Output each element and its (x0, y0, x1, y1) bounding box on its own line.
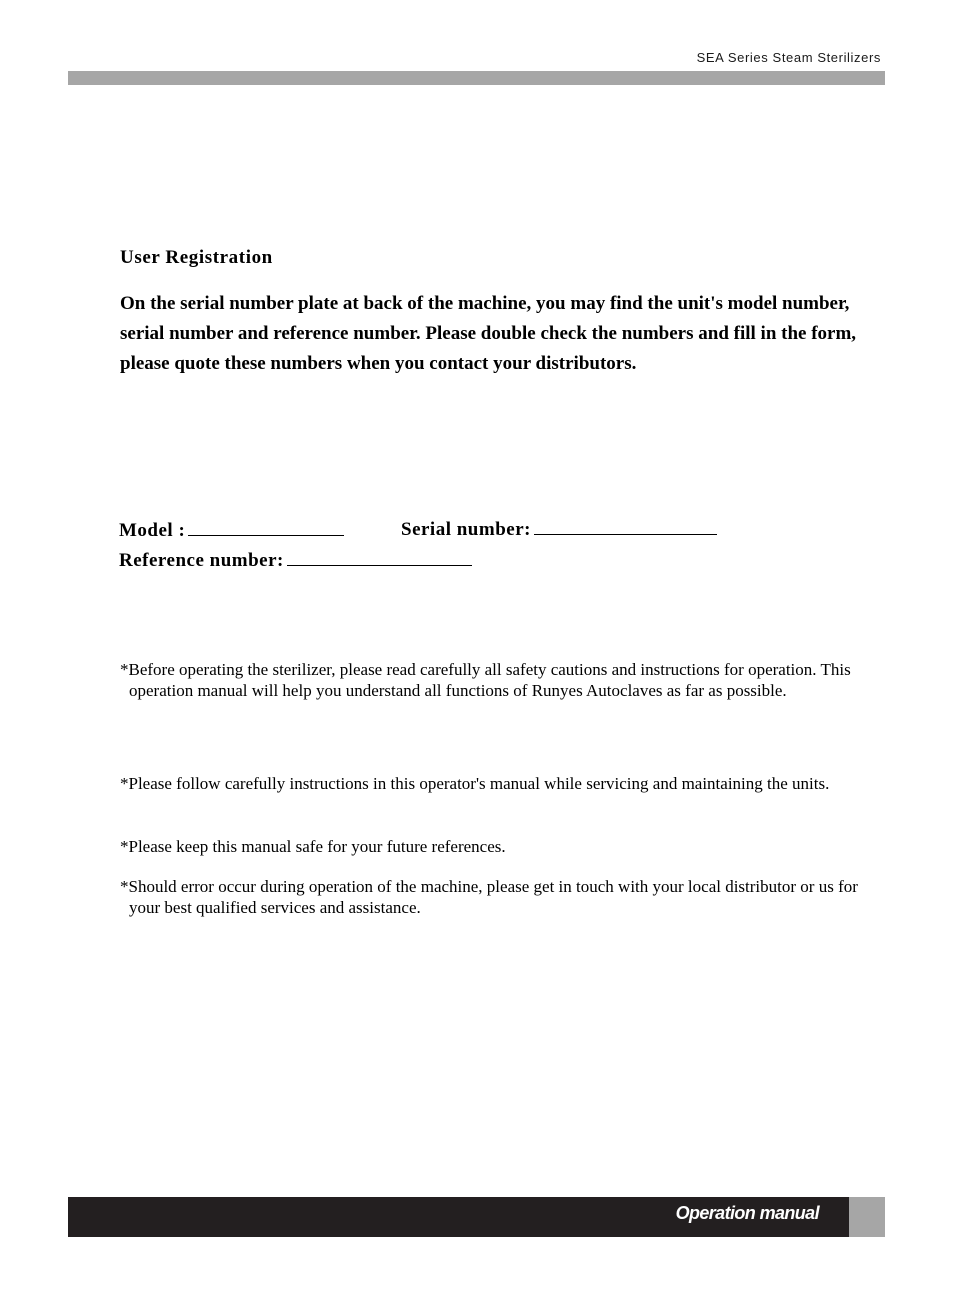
note-item: *Before operating the sterilizer, please read carefully all safety cautions and instructions for operation. This operation manual will help you understand all functions of Runyes Autoclaves as far as possible. (120, 660, 851, 700)
model-field (119, 519, 344, 542)
reference-label: Reference number: (119, 550, 284, 571)
serial-label: Serial number: (401, 519, 531, 540)
section-heading: User Registration (120, 247, 273, 268)
header-bar (68, 71, 885, 85)
header-title: SEA Series Steam Sterilizers (696, 50, 881, 65)
footer-label: Operation manual (675, 1203, 819, 1223)
note-item: *Please follow carefully instructions in this operator's manual while servicing and maintaining the units. (120, 774, 830, 793)
intro-paragraph: On the serial number plate at back of the machine, you may find the unit's model number, serial number and reference number. Please double check the numbers and fill in the form, please quote these numbers when you contact your distributors. (120, 293, 857, 374)
model-blank-line (188, 519, 344, 536)
model-label: Model : (119, 520, 186, 541)
reference-field (119, 549, 472, 572)
serial-field (401, 518, 717, 541)
note-item: *Please keep this manual safe for your future references. (120, 837, 506, 856)
serial-blank-line (534, 518, 717, 535)
note-item: *Should error occur during operation of the machine, please get in touch with your local distributor or us for your best qualified services and assistance. (120, 877, 858, 917)
reference-blank-line (287, 549, 472, 566)
footer-accent-block (849, 1197, 885, 1237)
